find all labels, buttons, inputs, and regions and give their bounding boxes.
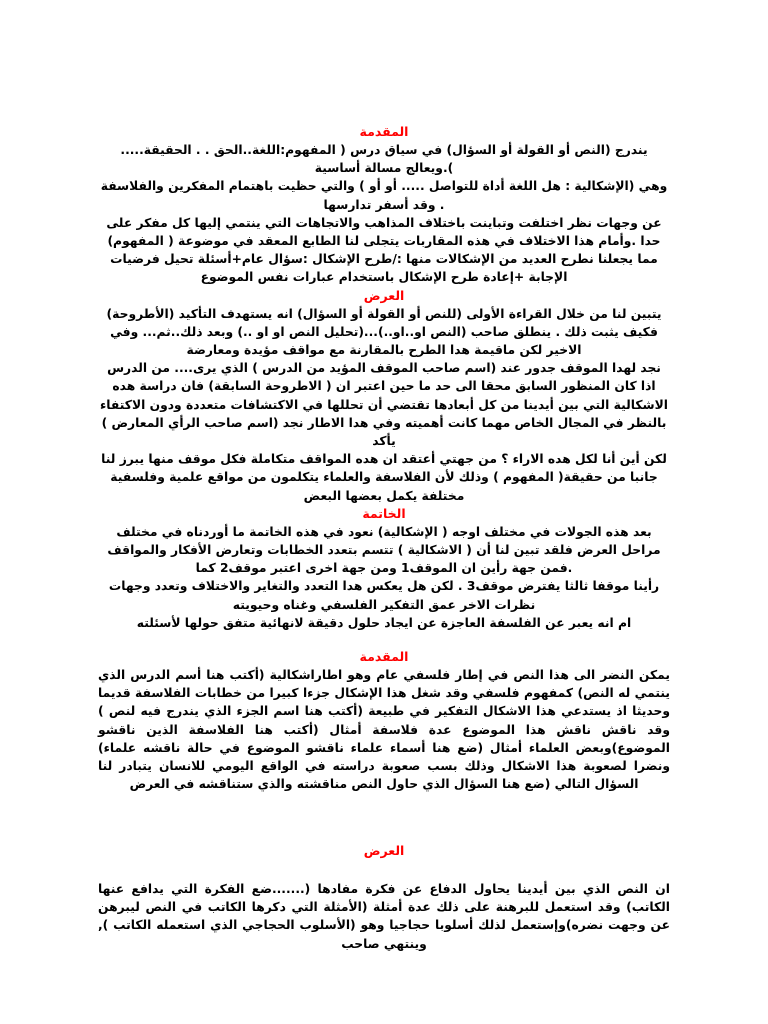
second-essay-body: [98, 880, 670, 953]
intro-heading: المقدمة: [359, 124, 409, 139]
second-intro-paragraph: يمكن النضر الى هذا النص في إطار فلسفي عام وهو اطاراشكالية (أكتب هنا أسم الدرس الذي ينتمي له النص) كمفهوم فلسفي وقد شغل هذا الإشكال جزءا كبيرا من خطابات الفلاسفة قديما وحديثا اذ يستدعي هذا الاشكال التفكير في طبيعة (أكتب هنا اسم الجزء الذي يندرج فيه لنص ) وقد ناقش ناقش هذا الموضوع عدة فلاسفة أمثال (أكتب هنا الفلاسفة الذين ناقشو الموضوع)وبعض العلماء أمثال (ضع هنا أسماء علماء ناقشو الموضوع في حالة ناقشه علماء) ونضرا لصعوبة هذا الاشكال وذلك بسب صعوبة دراسته في الواقع اليومي للانسان يتبادر لنا السؤال التالي (ضع هنا السؤال الذي حاول النص مناقشته والذي ستناقشه في العرض: [98, 668, 670, 792]
body-paragraph-1: يتبين لنا من خلال القراءة الأولى (للنص أو القولة أو السؤال) انه يستهدف التأكيد (الأطروحة) فكيف يثبت ذلك . ينطلق صاحب (النص او..او..)...(تحليل النص او او ..) وبعد ذلك..ثم... وفي الاخير لكن ماقيمة هدا الطرح بالمقارنة مع مواقف مؤيدة ومعارضة: [106, 306, 662, 358]
intro-paragraph-2: وهي (الإشكالية : هل اللغة أداة للتواصل ..... أو أو ) والتي حظيت باهتمام المفكرين والفلاسفة . وقد أسفر تدارسها: [100, 179, 668, 212]
conclusion-paragraph-1: بعد هذه الجولات في مختلف اوجه ( الإشكالية) نعود في هذه الخاتمة ما أوردناه في مختلف مراحل العرض فلقد تبين لنا أن ( الاشكالية ) تتسم بتعدد الخطابات وتعارض الأفكار والمواقف .فمن جهة رأين ان الموقف1 ومن جهة اخرى اعتبر موقف2 كما: [107, 524, 661, 576]
body-paragraph-2: نجد لهدا الموقف جدور عند (اسم صاحب الموقف المؤيد من الدرس ) الذي يرى.... من الدرس اذا كان المنظور السابق محقا الى حد ما حين اعتبر ان ( الاطروحة السابقة) فان دراسة هده الاشكالية التي بين أيدينا من كل أبعادها تقتضي أن تحللها في الاكتشافات متعددة ودون الاكتفاء بالنظر في المجال الخاص مهما كانت أهميته وفي هدا الاطار نجد (اسم صاحب الرأي المعارض ) يأكد: [100, 361, 668, 449]
first-essay-template: [98, 123, 670, 632]
conclusion-paragraph-2: رأينا موقفا ثالثا يفترض موقف3 . لكن هل يعكس هدا التعدد والتغاير والاختلاف وتعدد وجهات نظرات الاخر عمق التفكير الفلسفي وغناه وحيويته: [108, 579, 660, 612]
intro-paragraph-1: يندرج (النص أو القولة أو السؤال) في سياق درس ( المفهوم:اللغة..الحق . . الحقيقة..... ).ويعالج مسالة أساسية: [120, 143, 648, 176]
conclusion-paragraph-3: ام انه يعبر عن الفلسفة العاجزة عن ايجاد حلول دقيقة لانهائية متفق حولها لأسئلته: [136, 615, 632, 630]
second-essay-intro: [98, 648, 670, 793]
second-essay-body-heading-block: [98, 842, 670, 860]
body-paragraph-3: لكن أين أنا لكل هده الاراء ؟ من جهتي أعتقد ان هده المواقف متكاملة فكل موقف منها يبرز لنا جانبا من حقيقة( المفهوم ) وذلك لأن الفلاسفة والعلماء يتكلمون من مواقع علمية وفلسفية مختلفة يكمل بعضها البعض: [101, 452, 667, 503]
second-body-paragraph: ان النص الذي بين أيدينا يحاول الدفاع عن فكرة مفادها (.......ضع الفكرة التي يدافع عنها الكاتب) وقد استعمل للبرهنة على ذلك عدة أمثلة (الأمثلة التي دكرها الكاتب في النص ليبرهن عن وجهت نضره)وإستعمل لذلك أسلوبا حجاجيا وهو (الأسلوب الحجاجي الذي استعمله الكاتب ), وينتهي صاحب: [98, 882, 670, 951]
conclusion-heading: الخاتمة: [362, 505, 406, 521]
second-body-heading: العرض: [363, 843, 405, 858]
intro-paragraph-3: عن وجهات نظر اختلفت وتباينت باختلاف المذاهب والاتجاهات التي ينتمي إليها كل مفكر على حدا .وأمام هذا الاختلاف في هذه المقاربات يتجلى لنا الطابع المعقد في موضوعة ( المفهوم) مما يجعلنا نطرح العديد من الإشكالات منها :/طرح الإشكال :سؤال عام+أسئلة تحيل فرضيات الإجابة +إعادة طرح الإشكال باستخدام عبارات نفس الموضوع: [106, 215, 662, 285]
body-heading: العرض: [363, 287, 405, 303]
second-intro-heading: المقدمة: [359, 649, 409, 664]
